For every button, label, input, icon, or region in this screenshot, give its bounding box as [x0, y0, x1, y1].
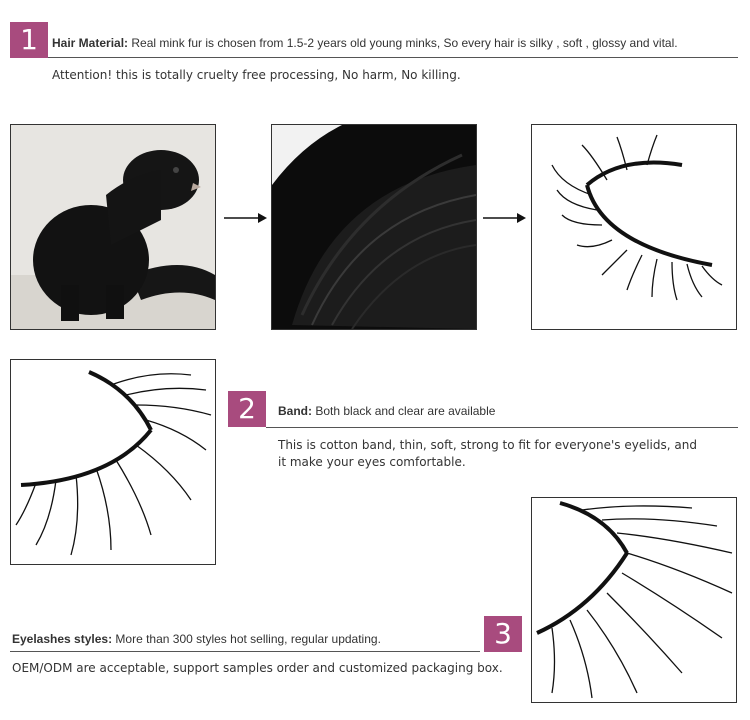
section-3-rule [10, 651, 480, 652]
arrow-right-icon [483, 212, 527, 224]
section-3-text: More than 300 styles hot selling, regular updating. [112, 632, 381, 646]
section-1-rule [48, 57, 738, 58]
section-2-desc-line-1: This is cotton band, thin, soft, strong to fit for everyone's eyelids, and [278, 438, 697, 452]
eyelash-photo-1 [531, 124, 737, 330]
section-3-title: Eyelashes styles: [12, 632, 113, 646]
section-2-desc-line-2: it make your eyes comfortable. [278, 455, 466, 469]
section-2-rule [266, 427, 738, 428]
section-2-text: Both black and clear are available [312, 404, 496, 418]
fur-closeup-photo [271, 124, 477, 330]
section-1-title: Hair Material: [52, 36, 129, 50]
eyelash-photo-2 [10, 359, 216, 565]
section-2-description [278, 437, 697, 471]
eyelash-photo-3 [531, 497, 737, 703]
section-1-text: Real mink fur is chosen from 1.5-2 years old young minks, So every hair is silky , soft , glossy and vital. [128, 36, 678, 50]
section-3-heading [12, 632, 381, 646]
mink-illustration [11, 125, 215, 329]
arrow-right-icon [224, 212, 268, 224]
section-3-number-badge: 3 [484, 616, 522, 652]
eyelash-illustration [532, 125, 736, 329]
eyelash-illustration [532, 498, 736, 702]
section-1-number-badge: 1 [10, 22, 48, 58]
fur-illustration [272, 125, 476, 329]
eyelash-illustration [11, 360, 215, 564]
section-1-heading [52, 36, 678, 50]
section-2-title: Band: [278, 404, 312, 418]
section-2-number-badge: 2 [228, 391, 266, 427]
section-1-note: Attention! this is totally cruelty free processing, No harm, No killing. [52, 68, 461, 82]
section-2-heading [278, 404, 495, 418]
section-3-description: OEM/ODM are acceptable, support samples order and customized packaging box. [12, 661, 503, 675]
mink-photo [10, 124, 216, 330]
